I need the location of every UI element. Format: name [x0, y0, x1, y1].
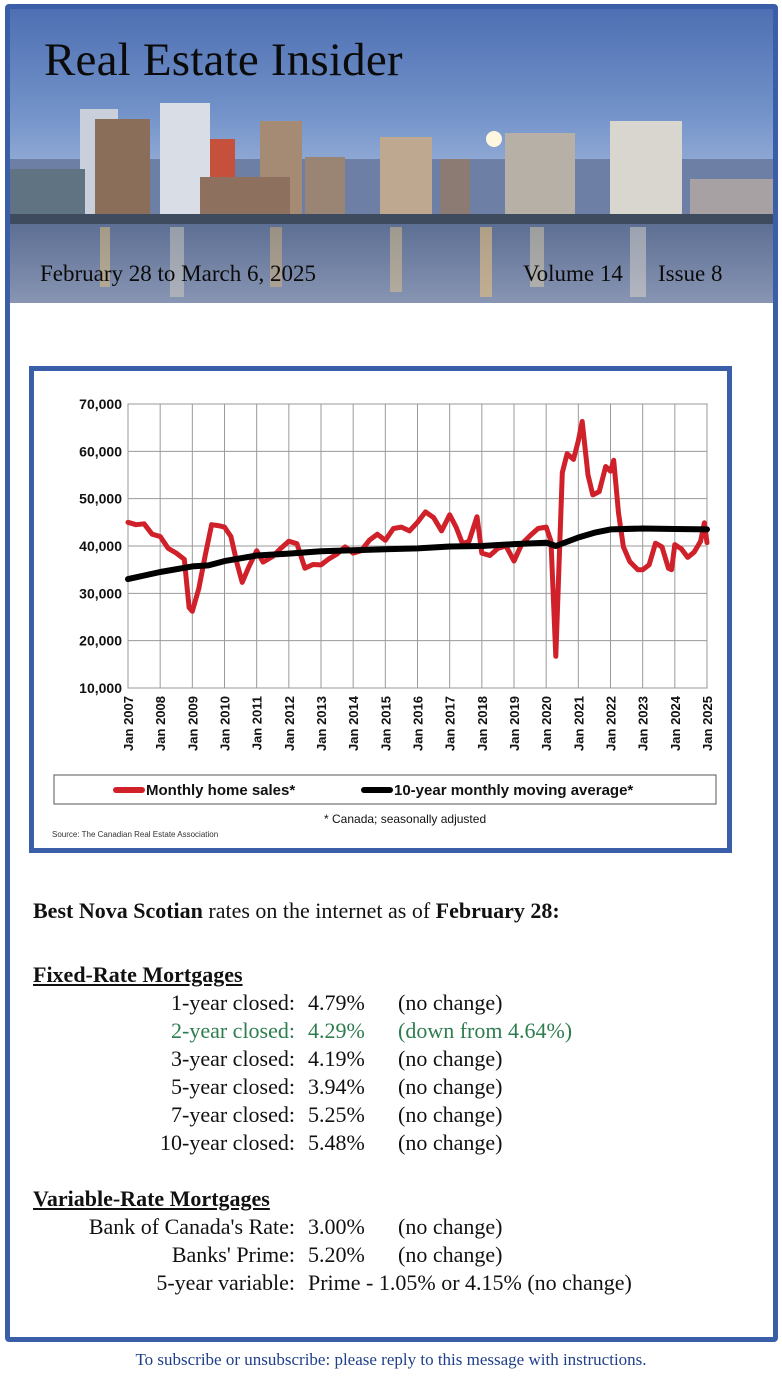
fixed-rate-change: (down from 4.64%): [398, 1018, 573, 1043]
x-tick-label: Jan 2020: [539, 696, 555, 751]
fixed-rate-value: 4.79%: [308, 990, 365, 1015]
rates-intro: [33, 898, 560, 924]
y-tick-label: 50,000: [79, 490, 122, 507]
y-tick-label: 70,000: [79, 396, 122, 412]
fixed-rate-value: 4.29%: [308, 1018, 365, 1043]
intro-text: rates on the internet as of: [202, 898, 436, 923]
fixed-rate-label: 5-year closed:: [171, 1074, 295, 1099]
fixed-rate-row: [33, 1102, 753, 1130]
x-tick-label: Jan 2024: [667, 696, 683, 751]
fixed-rate-heading: Fixed-Rate Mortgages: [33, 962, 243, 987]
fixed-rate-value: 3.94%: [308, 1074, 365, 1099]
subscribe-footer: To subscribe or unsubscribe: please reply to this message with instructions.: [135, 1350, 647, 1369]
x-tick-label: Jan 2010: [217, 696, 233, 751]
y-tick-label: 10,000: [79, 680, 122, 696]
intro-bold-date: February 28:: [435, 898, 560, 923]
legend-label: Monthly home sales*: [146, 782, 296, 799]
fixed-rate-row: [33, 1130, 753, 1158]
fixed-rate-change: (no change): [398, 1046, 503, 1071]
variable-rate-change: (no change): [398, 1214, 503, 1239]
fixed-rate-label: 10-year closed:: [160, 1130, 295, 1155]
home-sales-chart: [29, 366, 732, 853]
y-tick-label: 40,000: [79, 538, 122, 554]
variable-rate-label: Banks' Prime:: [171, 1242, 295, 1267]
fixed-rate-change: (no change): [398, 1074, 503, 1099]
intro-bold-region: Best Nova Scotian: [33, 898, 203, 923]
variable-rate-value: 3.00%: [308, 1214, 365, 1239]
fixed-rate-value: 5.25%: [308, 1102, 365, 1127]
x-tick-label: Jan 2025: [700, 696, 715, 751]
header-banner: [10, 9, 773, 303]
fixed-rate-row: [33, 1074, 753, 1102]
fixed-rate-value: 4.19%: [308, 1046, 365, 1071]
legend-label: 10-year monthly moving average*: [394, 782, 634, 799]
fixed-rate-label: 7-year closed:: [171, 1102, 295, 1127]
y-tick-label: 20,000: [79, 632, 122, 649]
fixed-rate-label: 2-year closed:: [171, 1018, 295, 1043]
x-tick-label: Jan 2021: [571, 696, 587, 751]
fixed-rate-row: [33, 1018, 753, 1046]
y-tick-label: 60,000: [79, 443, 122, 460]
x-tick-label: Jan 2007: [121, 696, 136, 751]
fixed-rate-label: 1-year closed:: [171, 990, 295, 1015]
x-tick-label: Jan 2011: [249, 696, 265, 751]
variable-rate-row: [33, 1214, 753, 1242]
x-tick-label: Jan 2023: [635, 696, 651, 751]
fixed-rate-change: (no change): [398, 1102, 503, 1127]
fixed-rate-change: (no change): [398, 990, 503, 1015]
chart-canvas: [34, 371, 727, 848]
x-tick-label: Jan 2008: [153, 696, 169, 751]
y-tick-label: 30,000: [79, 585, 122, 602]
fixed-rate-row: [33, 990, 753, 1018]
x-tick-label: Jan 2012: [281, 696, 297, 751]
x-tick-label: Jan 2022: [603, 696, 619, 751]
variable-rate-label: 5-year variable:: [156, 1270, 295, 1295]
x-tick-label: Jan 2019: [507, 696, 522, 751]
x-tick-label: Jan 2016: [410, 696, 426, 751]
x-tick-label: Jan 2018: [474, 696, 490, 751]
fixed-rate-label: 3-year closed:: [171, 1046, 295, 1071]
variable-rate-value: 5.20%: [308, 1242, 365, 1267]
chart-source: Source: The Canadian Real Estate Association: [52, 830, 219, 839]
x-tick-label: Jan 2015: [378, 696, 394, 751]
variable-rate-row: [33, 1242, 753, 1270]
x-tick-label: Jan 2017: [442, 696, 458, 751]
variable-rate-row: [33, 1270, 753, 1298]
issue-dates: February 28 to March 6, 2025: [40, 261, 316, 286]
chart-footnote: * Canada; seasonally adjusted: [324, 812, 487, 826]
newsletter-title: Real Estate Insider: [44, 34, 403, 86]
x-tick-label: Jan 2013: [314, 696, 329, 751]
fixed-rate-row: [33, 1046, 753, 1074]
variable-rate-label: Bank of Canada's Rate:: [88, 1214, 295, 1239]
fixed-rate-value: 5.48%: [308, 1130, 365, 1155]
variable-rate-change: (no change): [398, 1242, 503, 1267]
variable-rate-value: Prime - 1.05% or 4.15% (no change): [308, 1270, 632, 1295]
x-tick-label: Jan 2014: [346, 696, 362, 751]
issue-number: Issue 8: [658, 261, 723, 286]
variable-rate-heading: Variable-Rate Mortgages: [33, 1186, 270, 1211]
fixed-rate-change: (no change): [398, 1130, 503, 1155]
x-tick-label: Jan 2009: [185, 696, 201, 751]
volume-number: Volume 14: [523, 261, 623, 286]
